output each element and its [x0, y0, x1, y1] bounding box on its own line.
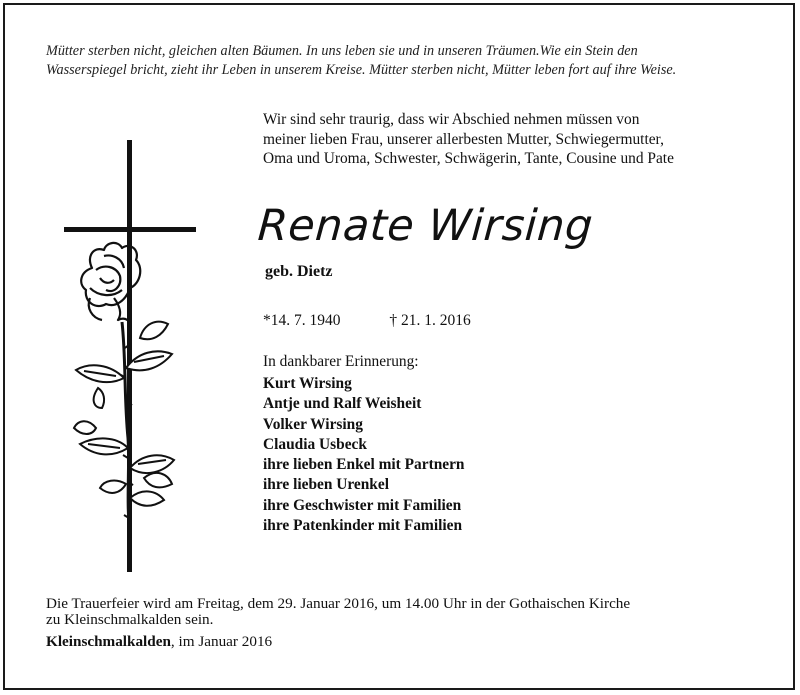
life-dates [263, 312, 471, 330]
mourner: ihre Geschwister mit Familien [263, 496, 462, 514]
mourners-list [263, 374, 465, 536]
birth-date: *14. 7. 1940 [263, 312, 341, 329]
deceased-name: Renate Wirsing [256, 201, 595, 251]
birth-name: geb. Dietz [265, 263, 333, 280]
place-town: Kleinschmalkalden [46, 633, 171, 650]
cross-with-rose-icon [60, 138, 200, 578]
mourner: ihre Patenkinder mit Familien [263, 517, 463, 535]
place-date: , im Januar 2016 [170, 633, 273, 650]
service-line: Die Trauerfeier wird am Freitag, dem 29. Januar 2016, um 14.00 Uhr in der Gothaischen Kirche [46, 595, 631, 612]
service-line: zu Kleinschmalkalden sein. [46, 610, 214, 628]
mourner: Claudia Usbeck [263, 435, 367, 453]
poem [46, 42, 766, 80]
memory-label: In dankbarer Erinnerung: [263, 353, 419, 370]
funeral-service-info [46, 596, 746, 627]
death-date: † 21. 1. 2016 [389, 312, 471, 329]
poem-line: Wasserspiegel bricht, zieht ihr Leben in unserem Kreise. Mütter sterben nicht, Mütter leben fort auf ihre Weise. [46, 62, 677, 78]
mourner: Antje und Ralf Weisheit [263, 395, 422, 413]
mourner: Volker Wirsing [263, 415, 363, 433]
mourner: Kurt Wirsing [263, 375, 352, 392]
intro-line: Wir sind sehr traurig, dass wir Abschied nehmen müssen von [263, 111, 640, 128]
place-and-date [46, 633, 272, 651]
mourner: ihre lieben Urenkel [263, 476, 389, 494]
intro-line: meiner lieben Frau, unserer allerbesten Mutter, Schwiegermutter, [263, 130, 664, 148]
intro-text [263, 110, 763, 169]
poem-line: Mütter sterben nicht, gleichen alten Bäumen. In uns leben sie und in unseren Träumen.Wie ein Stein den [46, 43, 638, 59]
intro-line: Oma und Uroma, Schwester, Schwägerin, Tante, Cousine und Pate [263, 150, 674, 168]
mourner: ihre lieben Enkel mit Partnern [263, 456, 465, 474]
